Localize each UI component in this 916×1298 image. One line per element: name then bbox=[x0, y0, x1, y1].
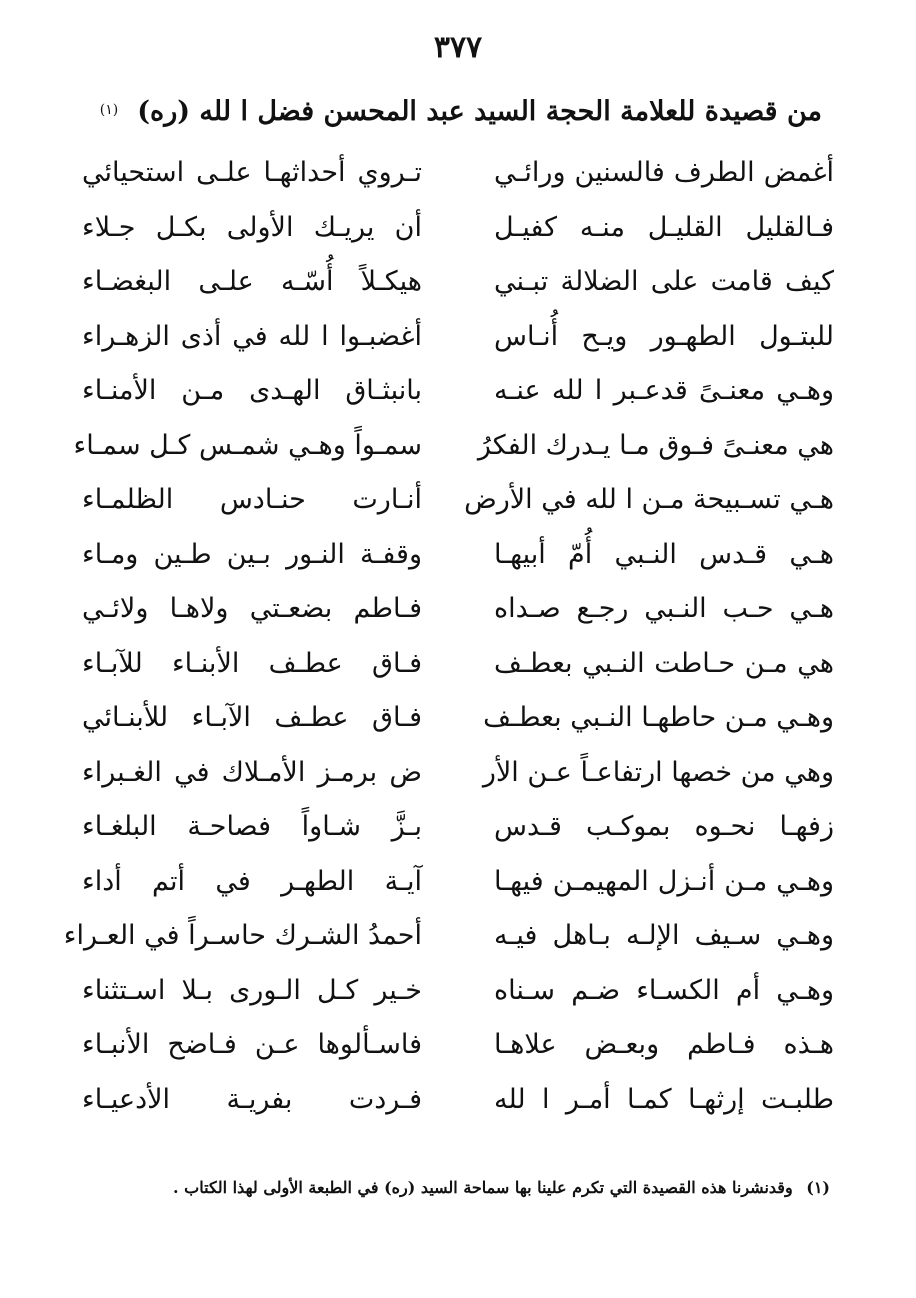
verse-line bbox=[0, 855, 916, 910]
title-footnote-mark: (١) bbox=[99, 101, 119, 118]
verse-line bbox=[0, 310, 916, 365]
verse-line bbox=[0, 800, 916, 855]
verse-first-hemistich: هـذه فـاطم وبعـض علاهـا bbox=[494, 1029, 834, 1060]
verse-first-hemistich: فـالقليل القليـل منـه كفيـل bbox=[494, 211, 834, 243]
verse-first-hemistich: هـي تسـبيحة مـن ا لله في الأرض bbox=[464, 484, 834, 515]
verse-second-hemistich: ض برمـز الأمـلاك في الغـبراء bbox=[82, 756, 422, 788]
verse-first-hemistich: كيف قامت على الضلالة تبـني bbox=[494, 266, 834, 297]
verse-second-hemistich: فـردت بفريـة الأدعيـاء bbox=[82, 1083, 422, 1115]
verse-line bbox=[0, 1073, 916, 1128]
poem-title bbox=[100, 96, 822, 127]
verse-line bbox=[0, 691, 916, 746]
verse-second-hemistich: آيـة الطهـر في أتم أداء bbox=[82, 865, 422, 897]
verse-first-hemistich: أغمض الطرف فالسنين ورائـي bbox=[494, 157, 834, 188]
verse-second-hemistich: أن يريـك الأولى بكـل جـلاء bbox=[82, 211, 422, 243]
verse-second-hemistich: وقفـة النـور بـين طـين ومـاء bbox=[82, 538, 422, 570]
verse-second-hemistich: فـاق عطـف الآبـاء للأبنـائي bbox=[82, 702, 422, 733]
verse-first-hemistich: هي معنـىً فـوق مـا يـدرك الفكرُ bbox=[477, 429, 834, 461]
verse-second-hemistich: أغضبـوا ا لله في أذى الزهـراء bbox=[82, 320, 422, 352]
verse-line bbox=[0, 637, 916, 692]
verse-first-hemistich: طلبـت إرثهـا كمـا أمـر ا لله bbox=[494, 1083, 834, 1115]
verse-line bbox=[0, 473, 916, 528]
verse-first-hemistich: وهـي مـن حاطهـا النـبي بعطـف bbox=[483, 702, 834, 733]
verse-first-hemistich: زفهـا نحـوه بموكـب قـدس bbox=[494, 811, 834, 842]
verse-second-hemistich: فـاق عطـف الأبنـاء للآبـاء bbox=[82, 647, 422, 679]
verse-first-hemistich: هـي حـب النـبي رجـع صـداه bbox=[494, 593, 834, 624]
verse-first-hemistich: وهي من خصها ارتفاعـاً عـن الأر bbox=[482, 756, 834, 788]
verse-first-hemistich: وهـي معنـىً قدعـبر ا لله عنـه bbox=[494, 375, 834, 406]
verse-first-hemistich: وهـي أم الكسـاء ضـم سـناه bbox=[494, 974, 834, 1006]
verse-second-hemistich: تـروي أحداثهـا علـى استحيائي bbox=[82, 157, 422, 188]
verse-line bbox=[0, 909, 916, 964]
verse-second-hemistich: فاسـألوها عـن فـاضح الأنبـاء bbox=[82, 1029, 422, 1060]
verse-line bbox=[0, 255, 916, 310]
verse-second-hemistich: بـزَّ شـاواً فصاحـة البلغـاء bbox=[82, 811, 422, 842]
footnote bbox=[173, 1178, 830, 1197]
verse-second-hemistich: هيكـلاً أُسّـه علـى البغضـاء bbox=[82, 266, 422, 297]
footnote-text: وقدنشرنا هذه القصيدة التي تكرم علينا بها سماحة السيد (ره) في الطبعة الأولى لهذا الكتاب . bbox=[173, 1178, 793, 1197]
poem-body bbox=[0, 146, 916, 1127]
verse-line bbox=[0, 419, 916, 474]
verse-line bbox=[0, 146, 916, 201]
verse-second-hemistich: فـاطم بضعـتي ولاهـا ولائـي bbox=[82, 593, 422, 624]
poem-title-text: من قصيدة للعلامة الحجة السيد عبد المحسن فضل ا لله (ره) bbox=[137, 96, 822, 127]
footnote-mark: (١) bbox=[806, 1178, 830, 1197]
verse-line bbox=[0, 964, 916, 1019]
verse-first-hemistich: وهـي مـن أنـزل المهيمـن فيهـا bbox=[494, 865, 834, 897]
verse-first-hemistich: هي مـن حـاطت النـبي بعطـف bbox=[494, 647, 834, 679]
verse-line bbox=[0, 364, 916, 419]
verse-line bbox=[0, 1018, 916, 1073]
page-number: ٣٧٧ bbox=[433, 30, 483, 65]
verse-line bbox=[0, 746, 916, 801]
verse-line bbox=[0, 582, 916, 637]
verse-second-hemistich: بانبثـاق الهـدى مـن الأمنـاء bbox=[82, 375, 422, 406]
verse-line bbox=[0, 201, 916, 256]
verse-line bbox=[0, 528, 916, 583]
verse-second-hemistich: أنـارت حنـادس الظلمـاء bbox=[82, 484, 422, 515]
verse-second-hemistich: خـير كـل الـورى بـلا اسـتثناء bbox=[82, 974, 422, 1006]
verse-second-hemistich: سمـواً وهـي شمـس كـل سمـاء bbox=[73, 429, 422, 461]
verse-first-hemistich: هـي قـدس النـبي أُمّ أبيهـا bbox=[494, 538, 834, 570]
verse-first-hemistich: للبتـول الطهـور ويـح أُنـاس bbox=[494, 320, 834, 352]
verse-first-hemistich: وهـي سـيف الإلـه بـاهل فيـه bbox=[494, 920, 834, 951]
verse-second-hemistich: أحمدُ الشـرك حاسـراً في العـراء bbox=[63, 920, 422, 951]
